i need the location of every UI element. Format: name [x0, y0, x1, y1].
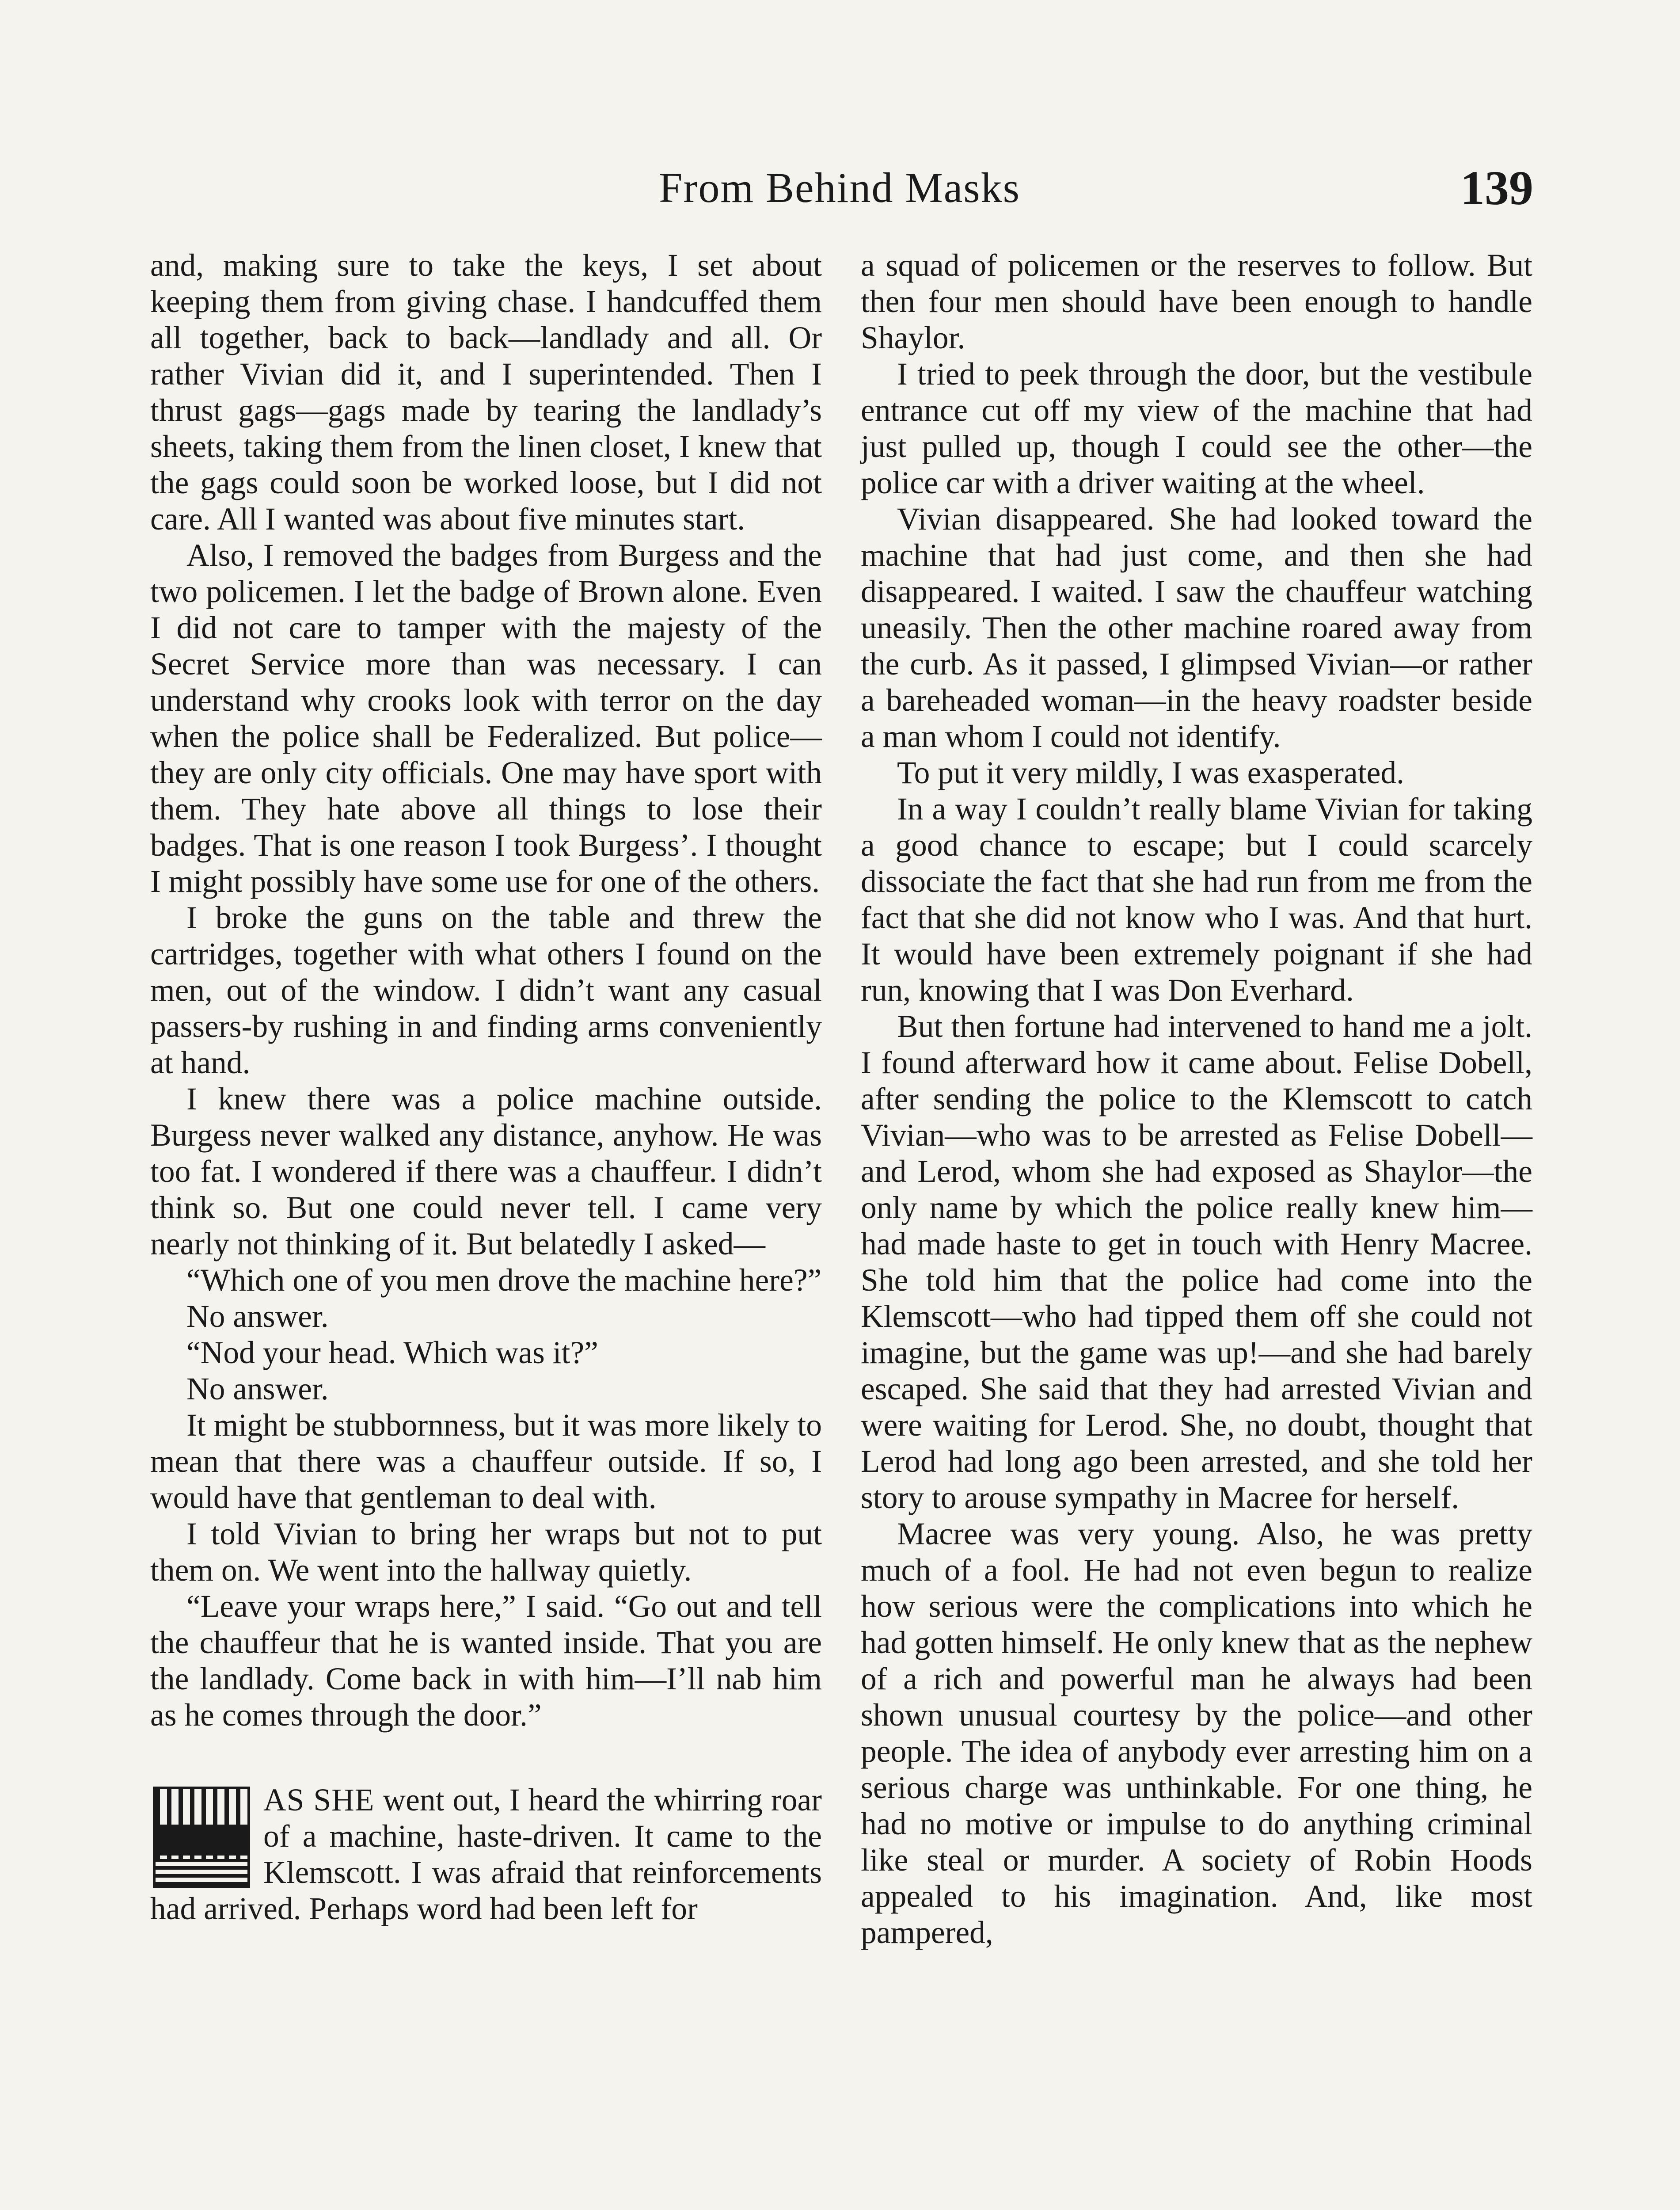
paragraph: I tried to peek through the door, but the vestibule entrance cut off my view of the machine that had just pulled up, though I could see the other—the police car with a driver waiting at the wheel.: [861, 357, 1532, 500]
section-break-paragraph: [150, 1782, 822, 1927]
paragraph: It might be stubbornness, but it was more likely to mean that there was a chauffeur outside. If so, I would have that gentleman to deal with.: [150, 1408, 822, 1515]
paragraph: Macree was very young. Also, he was pretty much of a fool. He had not even begun to realize how serious were the complications into which he had gotten himself. He only knew that as the nephew of a rich and powerful man he always had been shown unusual courtesy by the police—and other people. The idea of anybody ever arresting him on a serious charge was unthinkable. For one thing, he had no motive or impulse to do anything criminal like steal or murder. A society of Robin Hoods appealed to his imagination. And, like most pampered,: [861, 1517, 1532, 1950]
page-number: 139: [1460, 161, 1533, 215]
running-head: [146, 157, 1533, 219]
paragraph: “Nod your head. Which was it?”: [186, 1335, 598, 1370]
paragraph: To put it very mildly, I was exasperated.: [897, 755, 1404, 790]
right-column: [861, 248, 1532, 1951]
running-title: From Behind Masks: [658, 164, 1021, 211]
paragraph: “Which one of you men drove the machine here?”: [186, 1263, 822, 1298]
paragraph: I told Vivian to bring her wraps but not to put them on. We went into the hallway quietly.: [150, 1517, 822, 1588]
paragraph: a squad of policemen or the reserves to follow. But then four men should have been enough to handle Shaylor.: [861, 248, 1532, 355]
paragraph: Vivian disappeared. She had looked toward the machine that had just come, and then she had disappeared. I waited. I saw the chauffeur watching uneasily. Then the other machine roared away from the curb. As it passed, I glimpsed Vivian—or rather a bareheaded woman—in the heavy roadster beside a man whom I could not identify.: [861, 502, 1532, 754]
paragraph: I broke the guns on the table and threw the cartridges, together with what others I found on the men, out of the window. I didn’t want any casual passers-by rushing in and finding arms conveniently at hand.: [150, 900, 822, 1080]
paragraph: Also, I removed the badges from Burgess and the two policemen. I let the badge of Brown alone. Even I did not care to tamper with the majesty of the Secret Service more than was necessary. I can understand why crooks look with terror on the day when the police shall be Federalized. But police—they are only city officials. One may have sport with them. They hate above all things to lose their badges. That is one reason I took Burgess’. I thought I might possibly have some use for one of the others.: [150, 538, 822, 899]
paragraph: and, making sure to take the keys, I set about keeping them from giving chase. I handcuffed them all together, back to back—landlady and all. Or rather Vivian did it, and I superintended. Then I thrust gags—gags made by tearing the landlady’s sheets, taking them from the linen closet, I knew that the gags could soon be worked loose, but I did not care. All I wanted was about five minutes start.: [150, 248, 822, 537]
left-column: [150, 248, 822, 1927]
paragraph: I knew there was a police machine outside. Burgess never walked any distance, anyhow. He was too fat. I wondered if there was a chauffeur. I didn’t think so. But one could never tell. I came very nearly not thinking of it. But belatedly I asked—: [150, 1082, 822, 1261]
paragraph: In a way I couldn’t really blame Vivian for taking a good chance to escape; but I could scarcely dissociate the fact that she had run from me from the fact that she did not know who I was. And that hurt. It would have been extremely poignant if she had run, knowing that I was Don Everhard.: [861, 792, 1532, 1008]
paragraph: But then fortune had intervened to hand me a jolt. I found afterward how it came about. Felise Dobell, after sending the police to the Klemscott to catch Vivian—who was to be arrested as Felise Dobell—and Lerod, whom she had exposed as Shaylor—the only name by which the police really knew him—had made haste to get in touch with Henry Macree. She told him that the police had come into the Klemscott—who had tipped them off she could not imagine, but the game was up!—and she had barely escaped. She said that they had arrested Vivian and were waiting for Lerod. She, no doubt, thought that Lerod had long ago been arrested, and she told her story to arouse sympathy in Macree for herself.: [861, 1009, 1532, 1515]
paragraph: “Leave your wraps here,” I said. “Go out and tell the chauffeur that he is wanted inside. That you are the landlady. Come back in with him—I’ll nab him as he comes through the door.”: [150, 1589, 822, 1733]
lead-in-caps: AS SHE: [263, 1783, 375, 1818]
drop-cap-ornament-icon: [153, 1787, 250, 1888]
paragraph-text: went out, I heard the whirring roar of a machine, haste-driven. It came to the Klemscott. I was afraid that reinforcements had arrived. Perhaps word had been left for: [150, 1783, 822, 1926]
paragraph: No answer.: [186, 1372, 329, 1406]
paragraph: No answer.: [186, 1299, 329, 1334]
